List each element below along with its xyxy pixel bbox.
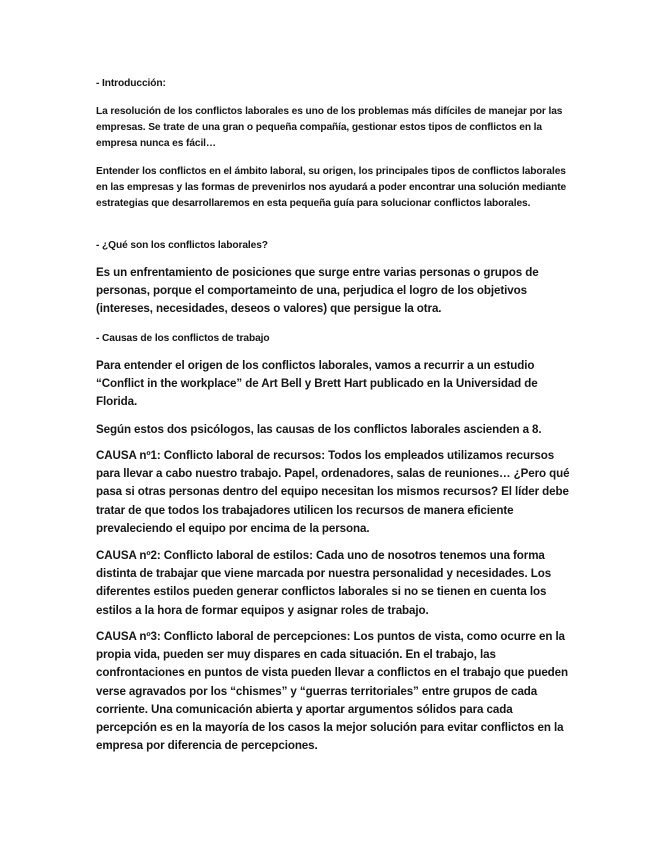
causa-2-text: Conflicto laboral de estilos: Cada uno de nosotros tenemos una forma distinta de trabajar que viene marcada por nuestra personalidad y necesidades. Los diferentes estilos pueden generar conflictos laborales si no se tienen en cuenta los estilos a la hora de formar equipos y asignar roles de trabajo.	[96, 549, 552, 617]
causa-2-paragraph	[96, 547, 574, 620]
causa-1-label: CAUSA nº1:	[96, 449, 161, 462]
what-heading: - ¿Qué son los conflictos laborales?	[96, 240, 268, 251]
causa-3-label: CAUSA nº3:	[96, 630, 161, 643]
definition-paragraph: Es un enfrentamiento de posiciones que surge entre varias personas o grupos de personas, porque el comportameinto de una, perjudica el logro de los objetivos (intereses, necesidades, deseos o valores) que persigue la otra.	[96, 266, 539, 316]
causa-3-text: Conflicto laboral de percepciones: Los puntos de vista, como ocurre en la propia vida, pueden ser muy dispares en cada situación. En el trabajo, las confrontaciones en puntos de vista pueden llevar a conflictos en el trabajo que pueden verse agravados por los “chismes” y “guerras territoriales” entre grupos de cada corriente. Una comunicación abierta y aportar argumentos sólidos para cada percepción es en la mayoría de los casos la mejor solución para evitar conflictos en la empresa por diferencia de percepciones.	[96, 630, 568, 753]
causes-paragraph-2: Según estos dos psicólogos, las causas de los conflictos laborales ascienden a 8.	[96, 423, 542, 436]
causa-2-label: CAUSA nº2:	[96, 549, 161, 562]
intro-paragraph-2: Entender los conflictos en el ámbito laboral, su origen, los principales tipos de conflictos laborales en las empresas y las formas de prevenirlos nos ayudará a poder encontrar una solución mediante estrategias que desarrollaremos en esta pequeña guía para solucionar conflictos laborales.	[96, 166, 567, 209]
causa-1-paragraph	[96, 447, 574, 538]
causa-3-paragraph	[96, 628, 574, 755]
causa-1-text: Conflicto laboral de recursos: Todos los empleados utilizamos recursos para llevar a cabo nuestro trabajo. Papel, ordenadores, salas de reuniones… ¿Pero qué pasa si otras personas dentro del equipo necesitan los mismos recursos? El líder debe tratar de que todos los trabajadores utilicen los recursos de manera eficiente prevaleciendo el equipo por encima de la persona.	[96, 449, 570, 535]
intro-heading: - Introducción:	[96, 78, 166, 89]
intro-paragraph-1: La resolución de los conflictos laborales es uno de los problemas más difíciles de manejar por las empresas. Se trate de una gran o pequeña compañía, gestionar estos tipos de conflictos en la empresa nunca es fácil…	[96, 106, 563, 149]
causes-paragraph-1: Para entender el origen de los conflictos laborales, vamos a recurrir a un estudio “Conflict in the workplace” de Art Bell y Brett Hart publicado en la Universidad de Florida.	[96, 359, 538, 409]
causes-heading: - Causas de los conflictos de trabajo	[96, 333, 270, 344]
